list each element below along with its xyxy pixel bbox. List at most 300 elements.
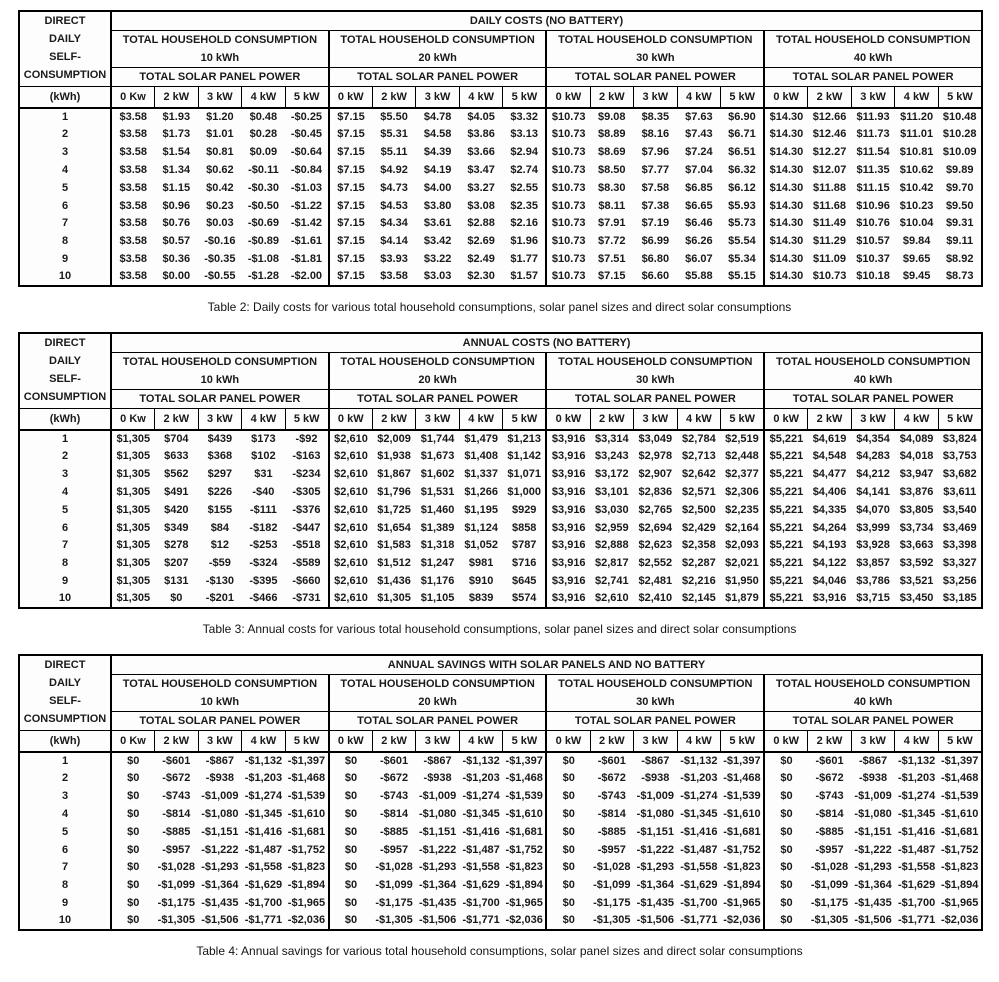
solar-power-subheader: TOTAL SOLAR PANEL POWER: [329, 389, 547, 408]
row-label: 2: [19, 126, 111, 144]
consumption-group-value: 20 kWh: [418, 373, 457, 386]
cost-cell: $7.91: [598, 217, 626, 230]
cost-cell: $7.15: [329, 233, 373, 251]
cost-cell: $3,715: [856, 592, 890, 605]
cost-cell: $2,610: [329, 555, 373, 573]
row-label-header-line: SELF-: [49, 694, 81, 707]
cost-cell: $2.49: [467, 252, 495, 265]
row-label: 6: [19, 841, 111, 859]
cost-cell: $716: [511, 557, 537, 570]
cost-cell: $11.15: [856, 181, 890, 194]
power-column-header: 0 kW: [764, 408, 808, 430]
cost-cell: $3,540: [942, 503, 977, 516]
row-label: 8: [19, 233, 111, 251]
cost-cell: -$324: [249, 557, 278, 570]
cost-cell: $155: [207, 503, 233, 516]
table-row: [19, 233, 982, 251]
cost-cell: $3.32: [510, 111, 538, 124]
cost-cell: -$867: [859, 755, 888, 768]
power-column-header: 5 kW: [285, 730, 329, 752]
cost-cell: $3.58: [119, 270, 148, 283]
consumption-group-header: [764, 31, 982, 68]
cost-cell: -$0.69: [247, 217, 280, 230]
cost-cell: $7.24: [685, 146, 713, 159]
cost-cell: -$1,028: [375, 861, 413, 874]
cost-cell: $0: [127, 772, 140, 785]
cost-cell: $4,089: [899, 433, 934, 446]
cost-cell: $1,725: [377, 503, 411, 516]
cost-cell: $2,610: [329, 572, 373, 590]
consumption-group-label: TOTAL HOUSEHOLD CONSUMPTION: [340, 677, 535, 690]
row-label: 7: [19, 215, 111, 233]
cost-cell: $1,938: [377, 450, 411, 463]
table-row: [19, 752, 982, 770]
cost-cell: -$1,345: [244, 807, 283, 820]
cost-cell: $11.68: [813, 199, 847, 212]
cost-cell: $633: [164, 450, 189, 463]
consumption-group-label: TOTAL HOUSEHOLD CONSUMPTION: [775, 355, 971, 368]
table-row: [19, 144, 982, 162]
consumption-group-label: TOTAL HOUSEHOLD CONSUMPTION: [340, 355, 535, 368]
cost-cell: -$1,305: [593, 914, 631, 927]
table-row: [19, 126, 982, 144]
cost-cell: $5.73: [728, 217, 756, 230]
cost-cell: $0: [127, 807, 140, 820]
cost-cell: $3.42: [423, 235, 452, 248]
table-row: [19, 841, 982, 859]
cost-cell: $3.80: [423, 199, 452, 212]
cost-cell: -$672: [162, 772, 191, 785]
power-column-header: 0 Kw: [111, 730, 155, 752]
cost-cell: $1.34: [162, 163, 191, 176]
cost-cell: -$1,752: [287, 843, 326, 856]
solar-power-subheader: TOTAL SOLAR PANEL POWER: [546, 711, 764, 730]
cost-cell: $14.30: [764, 250, 808, 268]
cost-cell: -$305: [292, 485, 321, 498]
power-column-header: 3 kW: [634, 408, 678, 430]
cost-cell: -$1.61: [290, 235, 323, 248]
cost-cell: $2,610: [329, 590, 373, 608]
power-column-header: 5 kW: [503, 87, 547, 109]
cost-cell: -$1,416: [897, 825, 936, 838]
cost-cell: -$938: [423, 772, 452, 785]
cost-cell: $2,959: [594, 521, 629, 534]
row-label: 4: [19, 805, 111, 823]
power-column-header: 2 kW: [372, 87, 416, 109]
row-label: 1: [19, 108, 111, 126]
table-row: [19, 430, 982, 448]
cost-cell: $0.09: [249, 146, 278, 159]
consumption-group-label: TOTAL HOUSEHOLD CONSUMPTION: [775, 677, 971, 690]
cost-cell: -$957: [597, 843, 626, 856]
consumption-group-value: 10 kWh: [200, 373, 240, 386]
cost-cell: -$1,558: [680, 861, 718, 874]
cost-cell: $1.73: [162, 128, 191, 141]
cost-cell: -$2,036: [287, 914, 326, 927]
consumption-group-header: [329, 31, 547, 68]
cost-cell: $1,879: [725, 592, 759, 605]
cost-cell: -$867: [641, 755, 670, 768]
cost-cell: -$1,771: [462, 914, 500, 927]
cost-cell: $1,213: [507, 433, 542, 446]
cost-cell: $2,377: [725, 468, 759, 481]
consumption-group-value: 40 kWh: [853, 373, 893, 386]
cost-cell: -$1,364: [201, 879, 239, 892]
cost-cell: -$0.11: [248, 163, 279, 176]
cost-cell: $0.03: [206, 217, 234, 230]
cost-cell: -$1,203: [897, 772, 936, 785]
cost-cell: $1,124: [464, 521, 498, 534]
cost-cell: $2.94: [510, 146, 538, 159]
cost-cell: -$957: [162, 843, 191, 856]
cost-cell: -$1,539: [287, 790, 326, 803]
table-title: DAILY COSTS (NO BATTERY): [111, 11, 982, 31]
consumption-group-header: [111, 674, 329, 711]
cost-cell: $10.73: [546, 268, 590, 286]
cost-cell: $1,305: [116, 539, 151, 552]
cost-cell: -$731: [292, 592, 321, 605]
cost-cell: -$1,099: [593, 879, 631, 892]
cost-cell: $349: [164, 521, 189, 534]
cost-cell: $4.92: [380, 163, 408, 176]
table-row: [19, 179, 982, 197]
table-row: [19, 161, 982, 179]
power-column-header: 5 kW: [503, 730, 547, 752]
consumption-group-header: [764, 674, 982, 711]
cost-cell: $0: [329, 841, 373, 859]
cost-cell: -$1.81: [290, 252, 323, 265]
cost-cell: $3,916: [546, 501, 590, 519]
daily-costs-section: [18, 10, 981, 315]
cost-cell: $1.93: [162, 111, 191, 124]
cost-cell: $2.16: [510, 217, 538, 230]
row-label-header-line: CONSUMPTION: [23, 712, 107, 725]
cost-cell: -$1,416: [680, 825, 718, 838]
cost-cell: $1,142: [507, 450, 542, 463]
cost-cell: $1,673: [420, 450, 455, 463]
consumption-group-value: 10 kWh: [200, 52, 240, 64]
power-column-header: 2 kW: [155, 87, 199, 109]
power-column-header: 2 kW: [372, 408, 416, 430]
cost-cell: $981: [468, 557, 494, 570]
row-label: 9: [19, 894, 111, 912]
cost-cell: $8.69: [598, 146, 626, 159]
cost-cell: -$1,558: [897, 861, 936, 874]
cost-cell: $2,741: [594, 574, 629, 587]
cost-cell: $8.16: [641, 128, 670, 141]
cost-cell: $6.60: [641, 270, 670, 283]
power-column-header: 5 kW: [938, 730, 982, 752]
cost-cell: $3,314: [594, 433, 629, 446]
cost-cell: -$1,009: [418, 790, 457, 803]
cost-cell: $2,694: [638, 521, 673, 534]
power-column-header: 4 kW: [895, 87, 939, 109]
cost-cell: $2.30: [467, 270, 495, 283]
cost-cell: $1,247: [420, 557, 455, 570]
table-row: [19, 483, 982, 501]
cost-cell: -$938: [641, 772, 670, 785]
cost-cell: -$59: [208, 557, 231, 570]
cost-cell: $14.30: [764, 108, 808, 126]
cost-cell: -$1,487: [897, 843, 936, 856]
cost-cell: -$1,009: [854, 790, 892, 803]
cost-cell: $2,610: [329, 537, 373, 555]
cost-cell: $2,623: [638, 539, 673, 552]
cost-cell: $2.35: [510, 199, 538, 212]
cost-cell: $2,448: [725, 450, 759, 463]
cost-cell: -$1,222: [418, 843, 457, 856]
cost-cell: $2,784: [682, 433, 716, 446]
cost-cell: -$1.03: [290, 181, 323, 194]
cost-cell: $704: [164, 433, 189, 446]
cost-cell: -$672: [597, 772, 626, 785]
cost-cell: $8.92: [945, 252, 974, 265]
cost-cell: -$1,364: [636, 879, 674, 892]
cost-cell: $0.28: [249, 128, 278, 141]
cost-cell: -$1,468: [287, 772, 326, 785]
cost-cell: $1,744: [420, 433, 455, 446]
cost-cell: -$1,175: [157, 896, 195, 909]
cost-cell: -$163: [292, 450, 321, 463]
cost-cell: -$957: [379, 843, 409, 856]
cost-cell: -$1,771: [680, 914, 718, 927]
cost-cell: -$1,965: [287, 896, 326, 909]
cost-cell: $5,221: [764, 519, 808, 537]
cost-cell: -$1,487: [244, 843, 283, 856]
cost-cell: $10.73: [546, 108, 590, 126]
cost-cell: $7.72: [598, 235, 626, 248]
cost-cell: -$1,345: [897, 807, 936, 820]
cost-cell: -$2,036: [505, 914, 543, 927]
cost-cell: $3,876: [899, 485, 934, 498]
power-column-header: 5 kW: [721, 87, 765, 109]
cost-cell: $3,753: [942, 450, 977, 463]
cost-cell: -$0.30: [247, 181, 280, 194]
cost-cell: $11.35: [856, 163, 890, 176]
cost-cell: $0: [546, 894, 590, 912]
power-column-header: 4 kW: [895, 408, 939, 430]
cost-cell: $0: [329, 752, 373, 770]
cost-cell: $2.88: [467, 217, 495, 230]
row-label: 8: [19, 555, 111, 573]
cost-cell: $1.54: [162, 146, 191, 159]
cost-cell: $6.32: [728, 163, 756, 176]
power-column-header: 4 kW: [459, 408, 503, 430]
cost-cell: $6.46: [685, 217, 713, 230]
cost-cell: -$672: [815, 772, 844, 785]
cost-cell: $3.13: [510, 128, 538, 141]
cost-cell: -$1,416: [462, 825, 500, 838]
cost-cell: -$1,397: [287, 755, 326, 768]
cost-cell: $10.62: [899, 163, 934, 176]
cost-cell: -$1,771: [897, 914, 936, 927]
cost-cell: $0: [546, 823, 590, 841]
cost-cell: $11.88: [813, 181, 847, 194]
cost-cell: -$1,965: [941, 896, 979, 909]
power-column-header: 0 Kw: [111, 408, 155, 430]
table-row: [19, 501, 982, 519]
cost-cell: -$885: [379, 825, 409, 838]
cost-cell: -$1,681: [505, 825, 543, 838]
cost-cell: $10.18: [856, 270, 890, 283]
cost-cell: $0: [764, 770, 808, 788]
cost-cell: -$0.89: [247, 235, 280, 248]
cost-cell: -$1,700: [680, 896, 718, 909]
cost-cell: $3.58: [380, 270, 408, 283]
cost-cell: $1,479: [464, 433, 498, 446]
cost-cell: $0: [764, 912, 808, 930]
table-caption: Table 2: Daily costs for various total household consumptions, solar panel sizes and direct solar consumptions: [207, 299, 792, 314]
cost-cell: $3,999: [856, 521, 890, 534]
cost-cell: $10.73: [546, 179, 590, 197]
cost-cell: $3.58: [119, 128, 148, 141]
cost-cell: -$1,823: [941, 861, 979, 874]
cost-cell: -$1,468: [505, 772, 543, 785]
cost-cell: -$1,293: [854, 861, 892, 874]
cost-cell: -$814: [162, 807, 191, 820]
power-column-header: 4 kW: [677, 408, 721, 430]
table-row: [19, 537, 982, 555]
cost-cell: $9.31: [945, 217, 974, 230]
cost-cell: $8.89: [598, 128, 626, 141]
cost-cell: $3,916: [546, 555, 590, 573]
cost-cell: $6.51: [728, 146, 756, 159]
cost-cell: $0: [329, 823, 373, 841]
row-label: 3: [19, 144, 111, 162]
solar-power-subheader: TOTAL SOLAR PANEL POWER: [764, 711, 982, 730]
cost-cell: $3,101: [594, 485, 629, 498]
cost-cell: $1,305: [116, 503, 151, 516]
power-column-header: 0 kW: [329, 87, 373, 109]
consumption-group-value: 20 kWh: [418, 695, 457, 708]
cost-cell: -$1,009: [636, 790, 674, 803]
cost-cell: -$0.16: [204, 235, 236, 248]
cost-cell: $0: [329, 770, 373, 788]
cost-cell: -$1,175: [593, 896, 631, 909]
cost-cell: -$814: [815, 807, 844, 820]
cost-cell: $3.58: [119, 163, 148, 176]
power-column-header: 4 kW: [242, 730, 286, 752]
cost-cell: -$601: [379, 755, 409, 768]
cost-cell: $4,141: [856, 485, 890, 498]
kwh-unit-header: (kWh): [19, 730, 111, 752]
cost-cell: $9.70: [945, 181, 974, 194]
row-label: 4: [19, 161, 111, 179]
cost-cell: $2,765: [638, 503, 673, 516]
cost-cell: $207: [164, 557, 189, 570]
cost-cell: $1.01: [206, 128, 234, 141]
solar-power-subheader: TOTAL SOLAR PANEL POWER: [329, 68, 547, 87]
consumption-group-value: 30 kWh: [636, 373, 675, 386]
cost-cell: -$1,080: [854, 807, 892, 820]
cost-cell: -$1,151: [201, 825, 239, 838]
row-label: 2: [19, 448, 111, 466]
cost-cell: $7.77: [641, 163, 670, 176]
cost-cell: -$0.64: [290, 146, 323, 159]
power-column-header: 2 kW: [155, 408, 199, 430]
row-label-header: [19, 655, 111, 731]
cost-cell: -$601: [162, 755, 191, 768]
cost-cell: $0: [546, 805, 590, 823]
cost-cell: $4,070: [856, 503, 890, 516]
cost-cell: -$1,752: [941, 843, 979, 856]
cost-cell: -$1,965: [723, 896, 761, 909]
cost-cell: $0: [546, 752, 590, 770]
cost-cell: $7.51: [598, 252, 626, 265]
cost-cell: $0: [546, 859, 590, 877]
cost-cell: $10.37: [856, 252, 890, 265]
cost-cell: $5,221: [764, 555, 808, 573]
consumption-group-label: TOTAL HOUSEHOLD CONSUMPTION: [122, 355, 318, 368]
cost-cell: $3,611: [943, 485, 977, 498]
cost-cell: $11.49: [813, 217, 847, 230]
consumption-group-header: [329, 674, 547, 711]
cost-cell: -$1,397: [941, 755, 979, 768]
cost-cell: -$2.00: [290, 270, 323, 283]
cost-cell: -$672: [379, 772, 409, 785]
cost-cell: -$1,305: [375, 914, 413, 927]
cost-cell: $3,030: [594, 503, 629, 516]
cost-cell: $3,663: [899, 539, 934, 552]
cost-cell: -$1,099: [810, 879, 849, 892]
cost-cell: -$1,132: [244, 755, 283, 768]
consumption-group-label: TOTAL HOUSEHOLD CONSUMPTION: [558, 677, 753, 690]
cost-cell: $0: [764, 859, 808, 877]
kwh-unit-header: (kWh): [19, 408, 111, 430]
cost-cell: $2,429: [682, 521, 716, 534]
table-row: [19, 859, 982, 877]
row-label: 6: [19, 197, 111, 215]
cost-cell: -$1,435: [201, 896, 239, 909]
cost-cell: $7.63: [685, 111, 713, 124]
row-label: 7: [19, 537, 111, 555]
kwh-unit-header: (kWh): [19, 87, 111, 109]
cost-cell: $2,571: [682, 485, 716, 498]
cost-cell: $3,256: [942, 574, 977, 587]
cost-cell: $4,046: [812, 574, 847, 587]
cost-cell: -$1,487: [462, 843, 500, 856]
daily-costs-table: [18, 10, 983, 287]
cost-cell: $562: [164, 468, 189, 481]
cost-cell: -$1.28: [247, 270, 280, 283]
cost-cell: $102: [251, 450, 276, 463]
cost-cell: $3,916: [546, 590, 590, 608]
cost-cell: $9.11: [946, 235, 974, 248]
cost-cell: -$1,823: [287, 861, 326, 874]
cost-cell: $31: [254, 468, 273, 481]
cost-cell: $3.08: [467, 199, 495, 212]
cost-cell: -$182: [249, 521, 278, 534]
cost-cell: -$111: [249, 503, 277, 516]
cost-cell: $5.50: [380, 111, 408, 124]
power-column-header: 3 kW: [851, 730, 895, 752]
cost-cell: $2,610: [329, 466, 373, 484]
consumption-group-value: 20 kWh: [418, 52, 457, 64]
cost-cell: -$1,823: [505, 861, 543, 874]
row-label-header-line: DAILY: [49, 354, 81, 367]
cost-cell: $1,305: [116, 557, 151, 570]
cost-cell: -$376: [292, 503, 321, 516]
cost-cell: $1,531: [420, 485, 455, 498]
cost-cell: $4,283: [856, 450, 890, 463]
power-column-header: 2 kW: [590, 730, 634, 752]
cost-cell: -$743: [379, 790, 409, 803]
cost-cell: $5,221: [764, 537, 808, 555]
cost-cell: $3.22: [423, 252, 452, 265]
cost-cell: -$1,293: [636, 861, 674, 874]
cost-cell: $4,122: [812, 557, 847, 570]
cost-cell: $787: [511, 539, 537, 552]
